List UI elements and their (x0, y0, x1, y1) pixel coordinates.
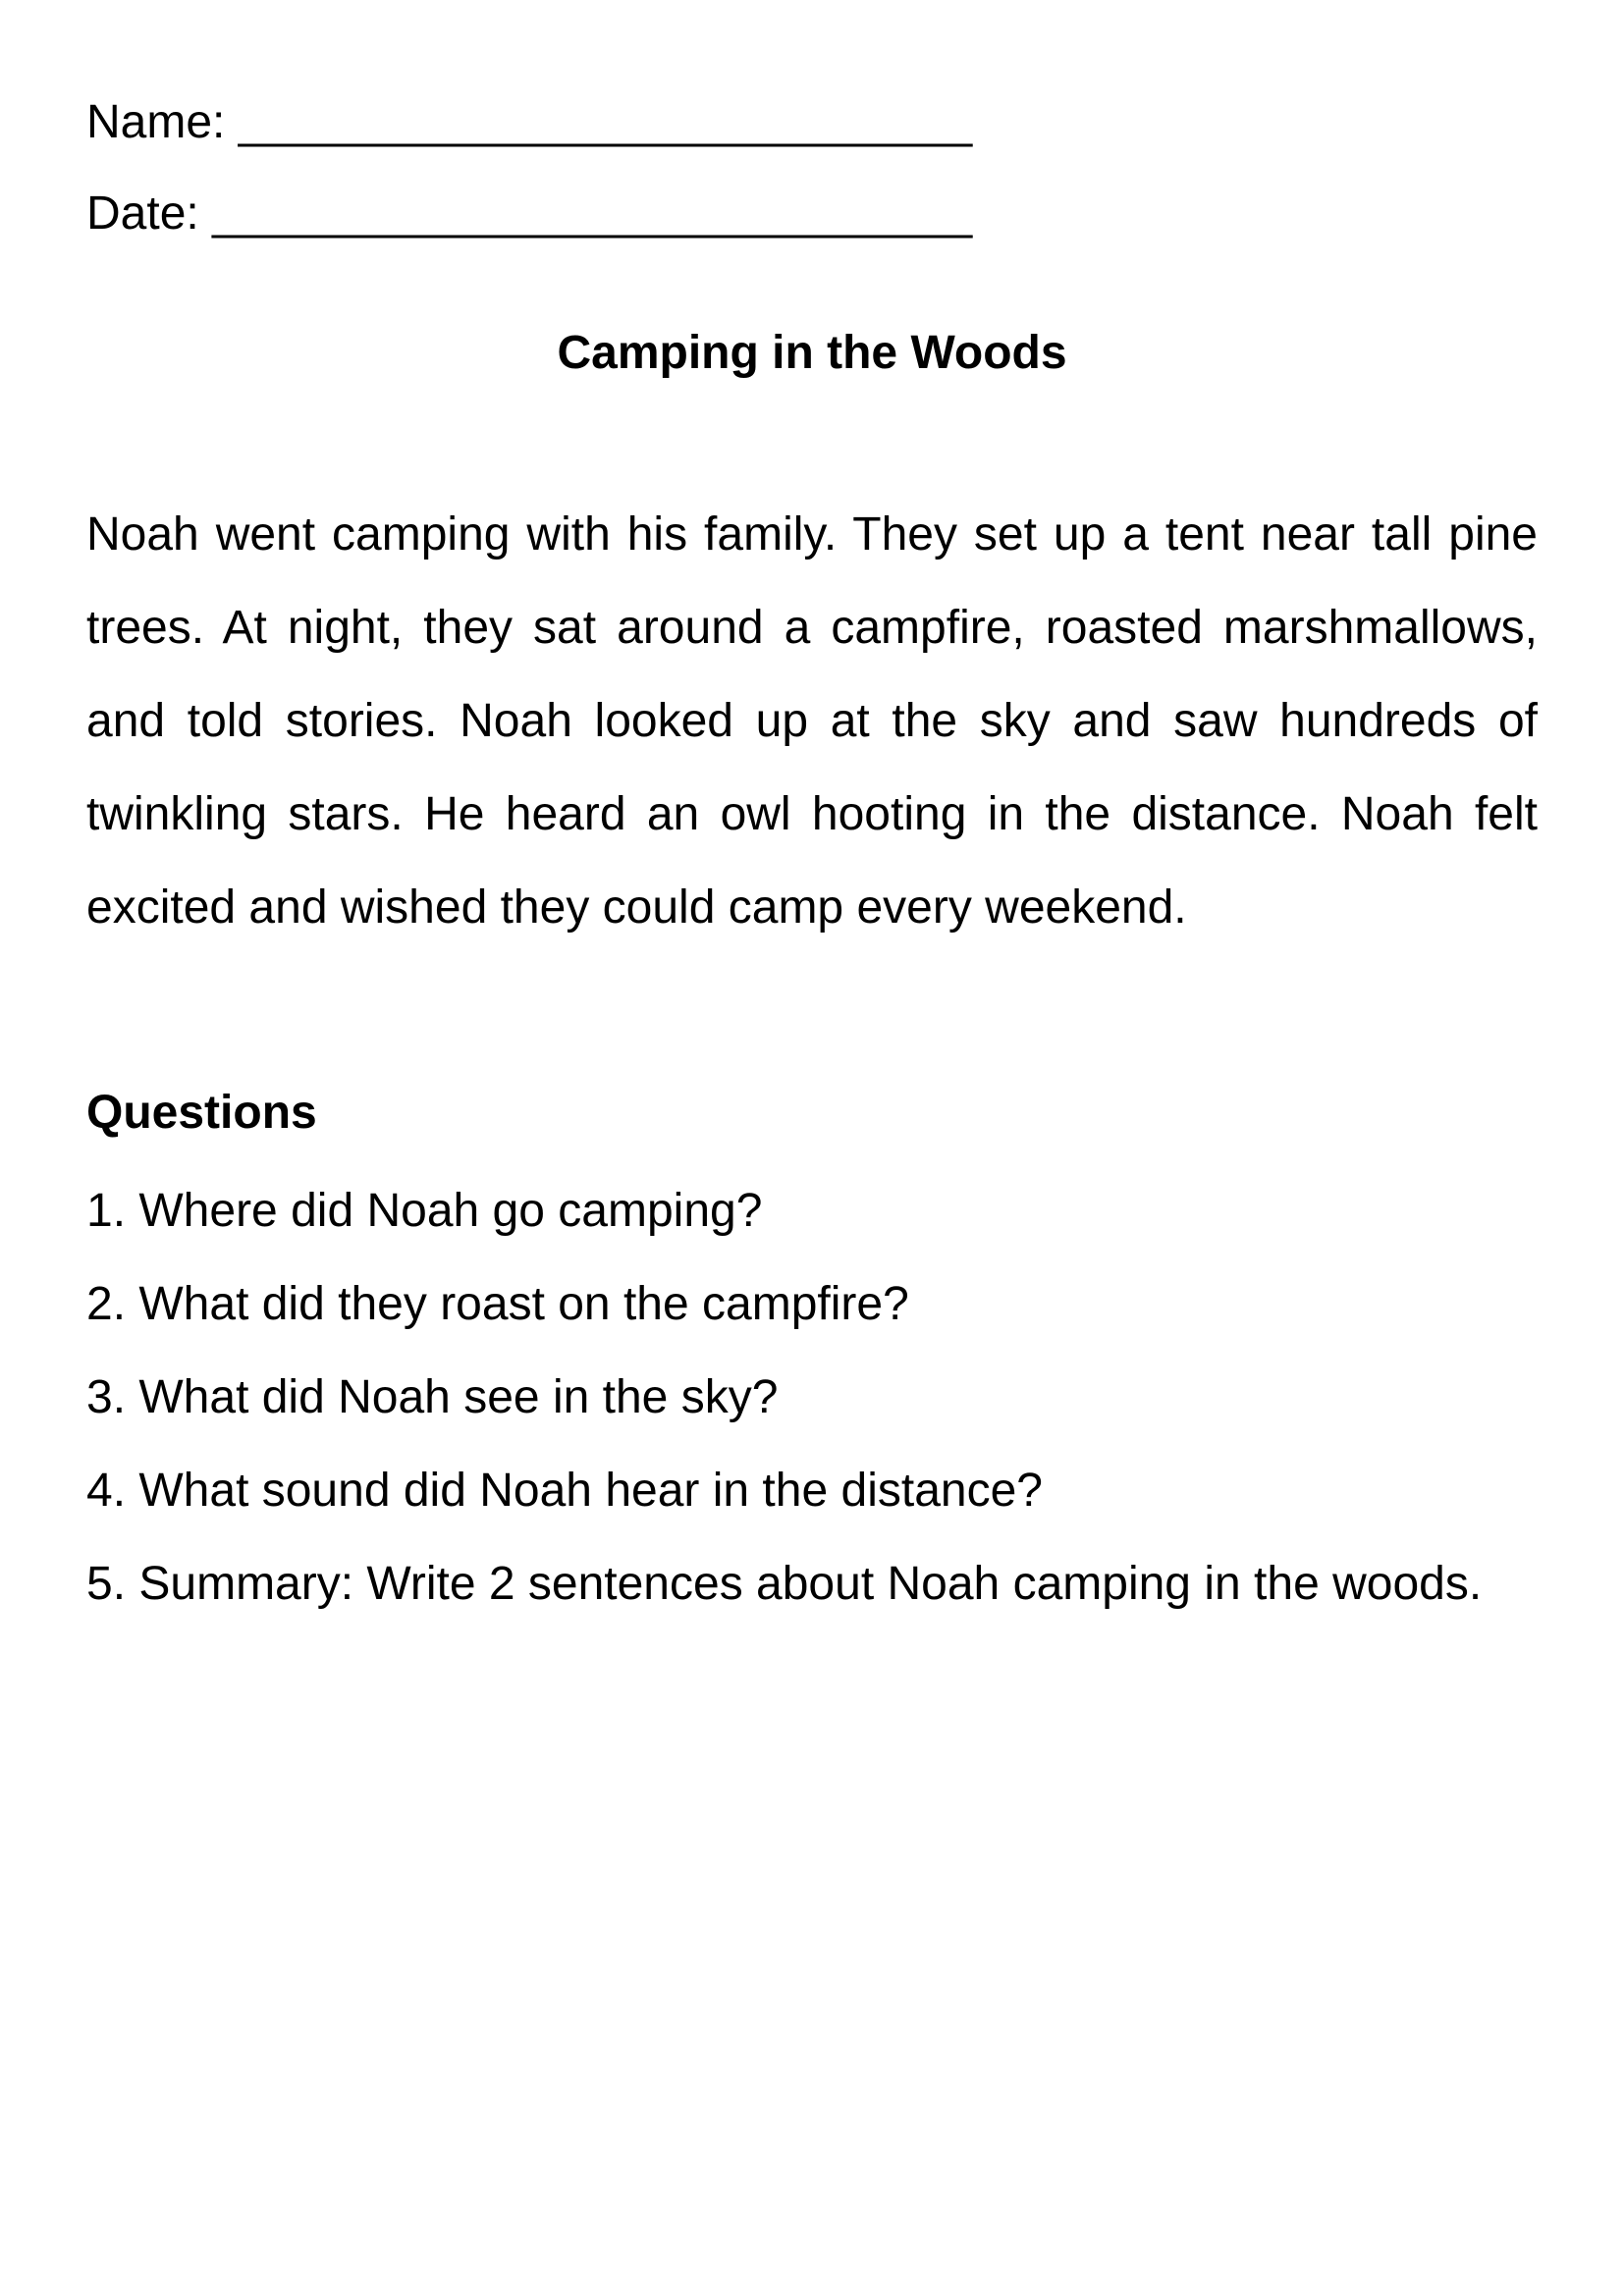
question-item: 1. Where did Noah go camping? (86, 1185, 763, 1237)
question-item: 4. What sound did Noah hear in the distance? (86, 1465, 1043, 1517)
questions-heading: Questions (86, 1087, 317, 1139)
question-item: 5. Summary: Write 2 sentences about Noah camping in the woods. (86, 1558, 1483, 1610)
date-field: Date: _____________________________ (86, 187, 973, 240)
question-list (86, 1164, 1538, 1630)
name-field: Name: ____________________________ (86, 96, 973, 148)
reading-passage: Noah went camping with his family. They set up a tent near tall pine trees. At night, they sat around a campfire, roasted marshmallows, and told stories. Noah looked up at the sky and saw hundreds of twinkling stars. He heard an owl hooting in the distance. Noah felt excited and wished they could camp every weekend. (86, 508, 1538, 934)
page-title: Camping in the Woods (557, 327, 1067, 379)
question-item: 3. What did Noah see in the sky? (86, 1371, 779, 1423)
question-item: 2. What did they roast on the campfire? (86, 1278, 909, 1330)
